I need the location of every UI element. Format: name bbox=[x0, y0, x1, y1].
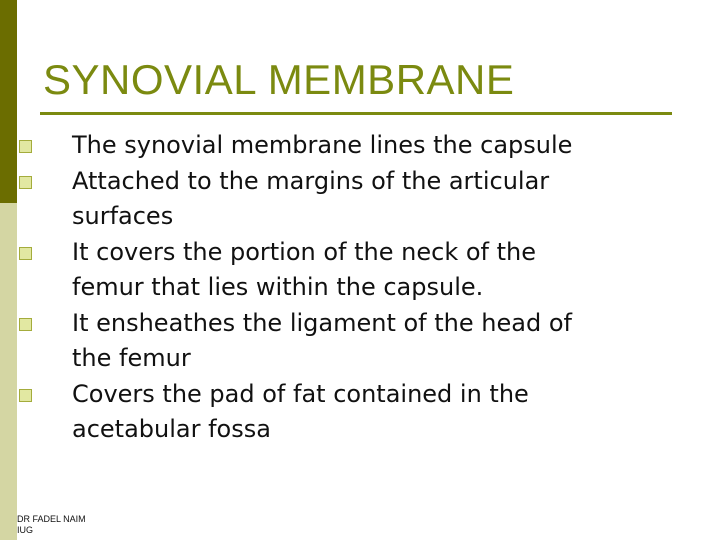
bullet-item bbox=[17, 128, 717, 164]
left-band-light bbox=[0, 203, 17, 540]
footer-institution: IUG bbox=[17, 525, 34, 535]
slide-title: SYNOVIAL MEMBRANE bbox=[43, 56, 515, 103]
left-band-dark bbox=[0, 0, 17, 203]
bullet-item bbox=[17, 377, 717, 448]
bullet-line: It covers the portion of the neck of the bbox=[72, 237, 536, 266]
bullet-item bbox=[17, 235, 717, 306]
square-bullet-icon bbox=[19, 389, 32, 402]
bullet-line: The synovial membrane lines the capsule bbox=[72, 131, 573, 159]
bullet-item bbox=[17, 306, 717, 377]
bullet-line: the femur bbox=[72, 344, 191, 372]
square-bullet-icon bbox=[19, 140, 32, 153]
bullet-line: surfaces bbox=[72, 202, 174, 230]
bullet-line: femur that lies within the capsule. bbox=[72, 273, 484, 301]
bullet-line: acetabular fossa bbox=[72, 415, 271, 443]
bullet-list bbox=[17, 128, 717, 448]
square-bullet-icon bbox=[19, 176, 32, 189]
square-bullet-icon bbox=[19, 247, 32, 260]
bullet-line: Covers the pad of fat contained in the bbox=[72, 379, 529, 408]
title-underline bbox=[40, 112, 672, 115]
square-bullet-icon bbox=[19, 318, 32, 331]
bullet-item bbox=[17, 164, 717, 235]
bullet-line: It ensheathes the ligament of the head of bbox=[72, 308, 572, 337]
footer-credit bbox=[17, 514, 86, 536]
bullet-line: Attached to the margins of the articular bbox=[72, 166, 550, 195]
footer-author: DR FADEL NAIM bbox=[17, 514, 86, 524]
